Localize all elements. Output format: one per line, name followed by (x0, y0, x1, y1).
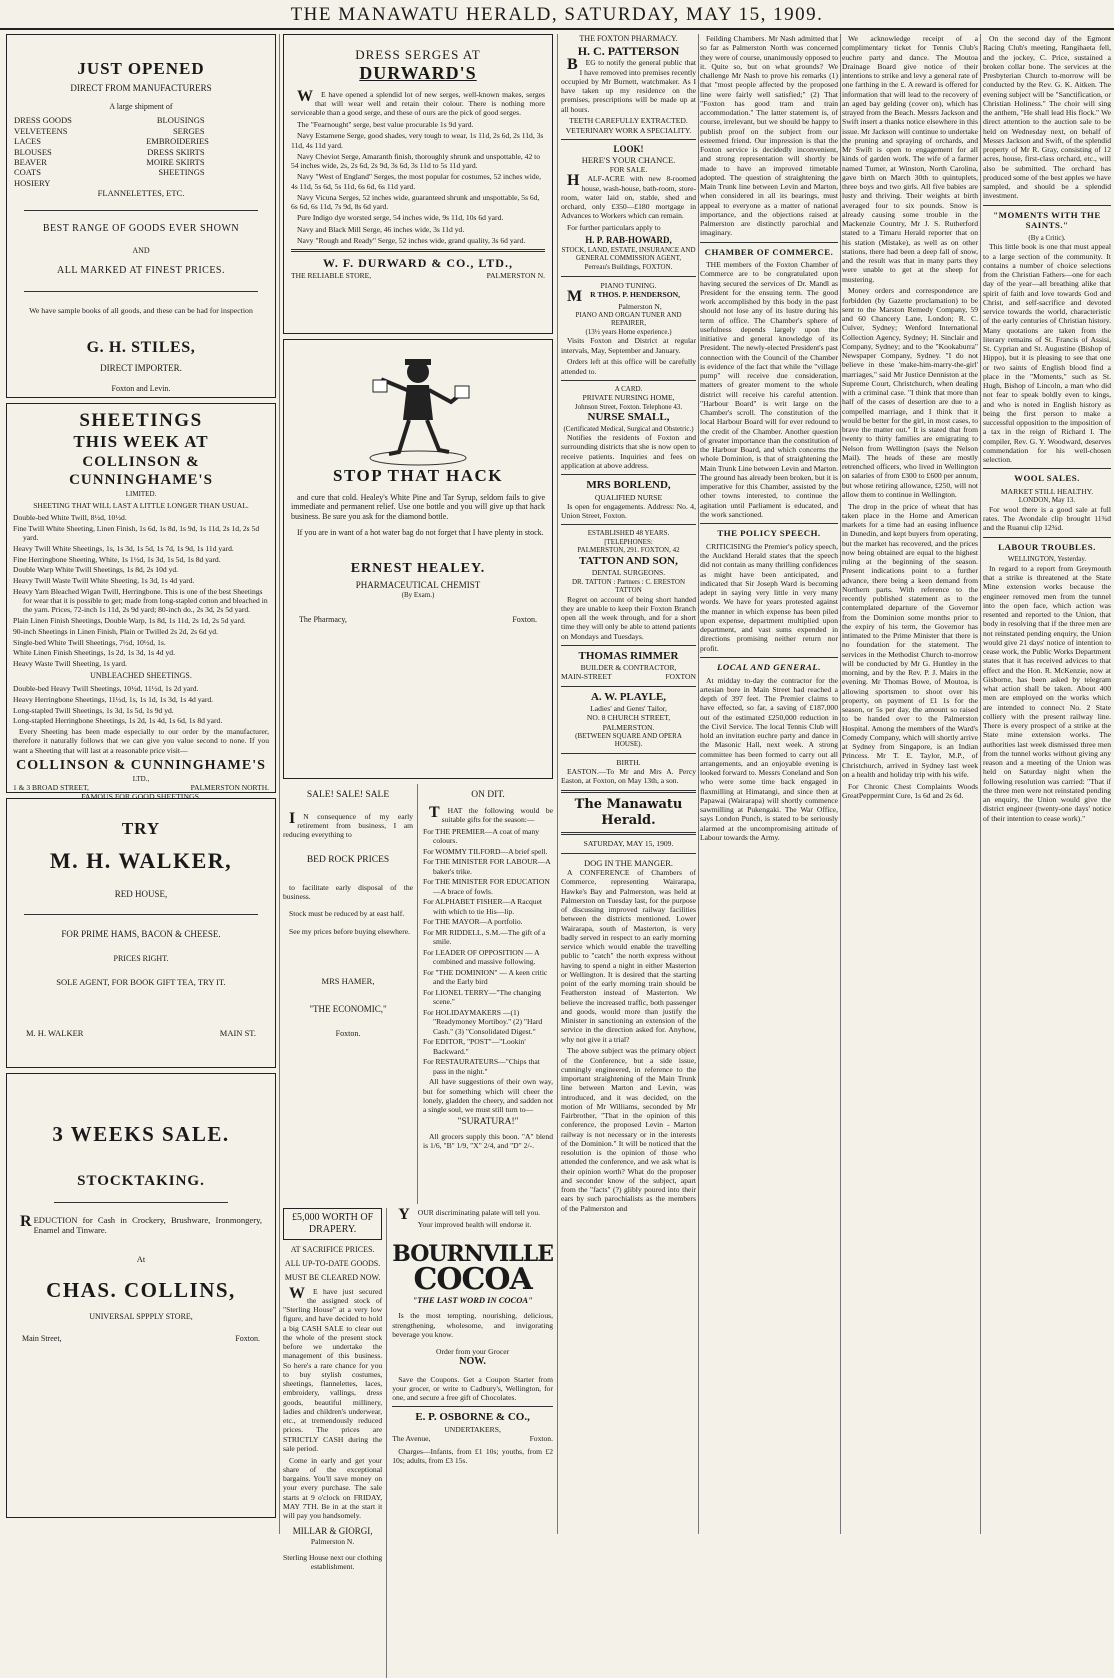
saints-by: (By a Critic). (1028, 233, 1066, 242)
gift-item: For HOLIDAYMAKERS —(1) "Readymoney Mortiboy." (2) "Hard Cash." (3) "Consolidated Digest." (423, 1008, 543, 1036)
advertiser-name: M. H. WALKER, (49, 847, 233, 873)
ad-and: AND (132, 245, 150, 255)
ad-samples: We have sample books of all goods, and these can be had for inspection (29, 306, 253, 316)
sheeting-item: 90-inch Sheetings in Linen Finish, Plain or Twilled 2s 2d, 2s 6d yd. (13, 626, 218, 636)
goods-item: HOSIERY (14, 177, 51, 188)
small-name: NURSE SMALL, (587, 411, 670, 424)
patterson-head: THE FOXTON PHARMACY. (579, 34, 678, 43)
goods-item: BLOUSES (14, 146, 52, 157)
serge-item: The "Fearnought" serge, best value procurable 1s 9d yard. (297, 120, 474, 130)
ad-slogan: FAMOUS FOR GOOD SHEETINGS. (81, 792, 201, 802)
henderson-orders: Orders left at this office will be carefully attended to. (561, 357, 696, 376)
unbleached-heading: UNBLEACHED SHEETINGS. (90, 671, 192, 681)
ad-body: WE have just secured the assigned stock of "Sterling House" at a very low figure, and have decided to hold a big CASH SALE to clear out the whole of the present stock before we undertake the management of this business. So here's a rare chance for you to buy stylish costumes, sheetings, flannelettes, laces, embroidery, vallings, dress goods, beautiful millinery, ladies and children's underwear, etc., at tremendously reduced prices. The prices are STRICTLY CASH during the sale period. (283, 1284, 383, 1453)
ad-try: TRY (121, 819, 161, 838)
advertiser-shop: "THE ECONOMIC," (309, 1004, 387, 1015)
ad-firm: COLLINSON & CUNNINGHAME'S (69, 453, 213, 489)
serge-item: Pure Indigo dye worsted serge, 54 inches wide, 9s 11d, 10s 6d yard. (297, 213, 504, 223)
howard-address: Perreau's Buildings, FOXTON. (584, 262, 673, 271)
coughing-man-icon (343, 350, 493, 468)
ad-street: Main Street, (22, 1333, 62, 1343)
gift-item: For "THE DOMINION" — A keen critic and the Early bird (423, 968, 548, 987)
col6-local: On the second day of the Egmont Racing Club's meeting, Rangihaeta fell, and the jockey, C. Price, sustained a broken collar bone. The services at the Presbyterian Church to-morrow will be conducted by the Rev. G. K. Aitken. The evening subject will be "Sanctification, or Christian Holiness." The choir will sing the anthem, "He shall lead His flock." We direct attention to the auction sale to be held on Wednesday next, on behalf of Messrs Jackson and Swift, of the splendid property of Mr R. Gray, consisting of 12 acres, house, first-class orchard, etc., will also be submitted. The orchard has produced some of the best apples we have sampled, and should be a splendid investment. (983, 34, 1111, 201)
sheeting-item: Long-stapled Herringbone Sheetings, 1s 2d, 1s 4d, 1s 6d, 1s 8d yard. (13, 716, 223, 726)
tatton-body: Regret on account of being short handed they are unable to keep their Foxton Branch open all the week through, and for a short time they will only be able to attend patients on Mondays and Tuesdays. (561, 594, 696, 641)
column-6 (983, 34, 1111, 1534)
ad-marked: ALL MARKED AT FINEST PRICES. (56, 265, 225, 277)
chamber-head: CHAMBER OF COMMERCE. (704, 246, 834, 257)
goods-item: VELVETEENS (14, 125, 68, 136)
ad-title: SALE! SALE! SALE (306, 790, 390, 800)
goods-item: DRESS GOODS (14, 115, 72, 126)
wool-body: For wool there is a good sale at full rates. The Avondale clip brought 11¾d and the Ruanui clip 12¾d. (983, 504, 1111, 533)
goods-item: DRESS SKIRTS (147, 146, 205, 157)
editorial-continued: Feilding Chambers. Mr Nash admitted that so far as Palmerston North was concerned they were of course, unanimously opposed to it. Quite so, but on what grounds? We challenge Mr Nash to prove his remarks (1) that "most people affected by the proposed line were fairly well satisfied;" (2) That "Foxton has good tram and train accommodation." The latter statement is, of course, irrelevant, but we should be happy to publish proof on the subject from our esteemed friend. Our impression is that the Foxton service is decidedly inconvenient, and strong representation will shortly be made to have an improved timetable adopted. The question of straightening the Main Trunk line between Levin and Marton, when considered in all its bearings, must appeal to everyone as a matter of national importance, and the objections raised at Palmerston are distinctly parochial and imaginary. (700, 34, 838, 238)
labour-date: WELLINGTON, Yesterday. (1007, 555, 1087, 564)
sheeting-item: Single-bed White Twill Sheetings, 7½d, 10½d, 1s. (13, 637, 166, 647)
ad-subtitle: STOCKTAKING. (77, 1172, 205, 1189)
henderson-name: MR THOS. P. HENDERSON, (567, 287, 680, 305)
gift-item: For THE PREMIER—A coat of many colours. (423, 826, 540, 845)
policy-body: CRITICISING the Premier's policy speech, the Auckland Herald states that the speech did not contain as many thrilling confidences as might have been anticipated, and indicated that Sir Joseph Ward is becoming adept in saying very little in very many words. We have for years protested against the manner in which expense has been piled upon expense, department multiplied upon department, and vast sums expended in directions promising neither return nor profit. (700, 541, 838, 653)
serge-item: Navy "Rough and Ready" Serge, 52 inches wide, grand quality, 3s 6d yard. (297, 235, 526, 245)
ad-see: See my prices before buying elsewhere. (289, 926, 411, 936)
sheeting-item: Double-bed White Twill, 8½d, 10½d. (13, 513, 127, 523)
playle-role: Ladies' and Gents' Tailor, (590, 704, 667, 714)
gift-list (423, 827, 553, 1076)
gift-item: For WOMMY TILFORD—A brief spell. (423, 846, 548, 856)
serge-item: Navy and Black Mill Serge, 46 inches wide, 3s 11d yd. (297, 224, 465, 234)
ad-title-2: THIS WEEK AT (73, 432, 209, 452)
ad-bournville (392, 1208, 553, 1678)
playle-name: A. W. PLAYLE, (590, 690, 667, 703)
wool-head: WOOL SALES. (1014, 473, 1080, 484)
ad-town: PALMERSTON N. (486, 270, 545, 280)
cocoa-logo: COCOA (413, 1262, 532, 1297)
patterson-teeth: TEETH CAREFULLY EXTRACTED. (569, 116, 688, 126)
howard-name: H. P. RAB-HOWARD, (585, 234, 672, 245)
policy-head: THE POLICY SPEECH. (717, 528, 821, 539)
ad-town: Palmerston N. (310, 1537, 355, 1547)
ad-line-2: ALL UP-TO-DATE GOODS. (284, 1259, 381, 1269)
ad-now: NOW. (459, 1356, 486, 1368)
ad-intro: SHEETING THAT WILL LAST A LITTLE LONGER THAN USUAL. (33, 501, 249, 511)
local-body: At midday to-day the contractor for the artesian bore in Main Street had reached a depth of 397 feet. The Premier claims to have effected, so far, a saving of £187,000 out of the estimated £250,000 reduction in the Civil Service. The local Tennis Club will hold an invitation euchre party and dance in the Masonic Hall, next week. A strong committee has been formed to carry out all arrangements, and an enjoyable evening is looked forward to. Messrs Coneland and Son who were some time back engaged in flaxmilling at Himatangi, and since then at Papawai (Wairarapa) will shortly commence sawmilling at Pukengaki. The War Office, says London Punch, is stated to be seriously alarmed at the uncompromising attitude of Labour towards the Army. (700, 675, 838, 842)
column-4 (700, 34, 838, 1534)
column-5 (842, 34, 978, 1534)
ad-body-2: Come in early and get your share of the exceptional bargains. You'll save money on your every purchase. The sale starts at 9 o'clock on FRIDAY, MAY 7TH. Be in at the start it will pay you handsomely. (283, 1455, 383, 1521)
advertiser-name: CHAS. COLLINS, (46, 1278, 236, 1303)
row-drapery-cocoa (283, 1208, 553, 1678)
advertiser-role: DIRECT IMPORTER. (100, 363, 182, 374)
sheeting-item: Heavy Twill White Sheetings, 1s, 1s 3d, 1s 5d, 1s 7d, 1s 9d, 1s 11d yard. (13, 543, 234, 553)
gift-item: For ALPHABET FISHER—A Racquet with which to tie His—lip. (423, 897, 543, 916)
labour-body: In regard to a report from Greymouth that a strike is threatened at the State Mine extension works because the engineer removed men from the tunnel into the open face, which action was resented and reported to the Union, that body in resolving that if the three men are not reinstated pending enquiry, the Union would give 21 days' notice of intention to cease work, the Public Works Department states that it has received advices to that effect and the Hon. R. McKenzie, now at Gisborne, has been asked by telegram what action shall be taken. About 400 men are employed on the works which are intended to connect No. 2 State colliery with the present railway line. There is every prospect of a strike at the State mine extension works. The authorities last week dismissed three men from the tunnel works without giving any reason and a meeting of the Union was held on Saturday night when the following resolution was carried: "That if the three men were not reinstated pending an enquiry, the Union would give the district engineer (twenty-one days' notice of their intention to cease work)." (983, 563, 1111, 823)
column-1 (6, 34, 276, 1534)
goods-item: BLOUSINGS (156, 115, 205, 126)
henderson-role: PIANO AND ORGAN TUNER AND REPAIRER, (575, 310, 682, 328)
ad-order: Order from your Grocer (436, 1347, 510, 1357)
advertiser-name: MILLAR & GIORGI, (292, 1526, 373, 1537)
rimmer-street: MAIN-STREET (561, 672, 612, 682)
ad-signature: M. H. WALKER (26, 1027, 84, 1038)
ad-body-2: to facilitate early disposal of the business. (283, 882, 413, 902)
local-continued-2: Money orders and correspondence are forbidden (by Gazette proclamation) to be sent to the Marston Remedy Company, 59 and 60 Chancery Lane, London; R. C. Culver, Sydney; Wenford International Collection Agency, Sydney; H. Sinclair and Company, Sydney; and to the "Kookaburra" Newspaper Company, Sydney. "I do not believe in these 'make-him-marry-the-girl' marriages," said Mr Justice Denniston at the Supreme Court, Christchurch, when dealing with a criminal case. "I think that more than half of the cases of desertion are due to a compelled marriage, and I think that it would be better for the girl, in most cases, to brave the matter out." It is stated that from twenty to thirty families are emigrating to Nelson from Wellington (says the Nelson Mail). The heads of these are mostly retrenched officers, who lived in Wellington on salaries of from £300 to £600 per annum, but whose retiring allowance, £250, will not allow them to continue in Wellington. (842, 286, 978, 499)
osborne-town: Foxton. (529, 1433, 553, 1443)
ad-ltd: LIMITED. (125, 489, 157, 498)
rimmer-role: BUILDER & CONTRACTOR, (580, 663, 677, 673)
column-rule (840, 34, 841, 1534)
ad-end: Sterling House next our clothing establishment. (283, 1552, 383, 1571)
sheeting-item: Heavy Waste Twill Sheeting, 1s yard. (13, 659, 127, 669)
local-continued: We acknowledge receipt of a complimentary ticket for Tennis Club's euchre party and dance. The Moutoa Drainage Board give notice of their intentions to strike and levy a general rate of one farthing in the £. A reward is offered for information that will lead to the recovery of an aged bay gelding (cover on), which has strayed from the Beach. Messrs Jackson and Swift insert a thanks notice elsewhere in this issue. Mr Jackson will continue to undertake the pruning and spraying of orchards, and Mr Swift is open to engagement for all kinds of garden work. The wife of a farmer named Turner, at Winston, North Carolina, gave birth on March 30th to quintuplets, three boys and two girls. All five babies are lusty and thriving. Their weights at birth averaged four to six pounds. Snow is already causing some trouble in the Mackenzie Country, Mr J. S. Rutherford stated to a Timaru Herald reporter that on his station (Mistake), as well as on other stations, there had been a deep fall of snow, and the result was that in many parts they were unable to get at the sheep for mustering. (842, 34, 978, 284)
bournville-logo: BOURNVILLE (392, 1241, 553, 1267)
ad-intro-2: Your improved health will endorse it. (417, 1219, 532, 1229)
ad-healey (283, 339, 553, 779)
goods-item: MOIRE SKIRTS (146, 156, 205, 167)
borlend-body: Is open for engagements. Address: No. 4, Union Street, Foxton. (561, 501, 696, 521)
goods-list (14, 115, 268, 188)
advertiser-store: UNIVERSAL SPPPLY STORE, (89, 1311, 193, 1321)
ad-coupons: Save the Coupons. Get a Coupon Starter from your grocer, or write to Cadbury's, Wellington, for one, and secure a free gift of Chocolates. (392, 1374, 553, 1403)
small-cert: (Certificated Medical, Surgical and Obstetric.) (563, 424, 694, 433)
ad-at: At (136, 1253, 146, 1264)
small-card: A CARD. (614, 384, 643, 393)
herald-date: SATURDAY, MAY 15, 1909. (583, 839, 674, 849)
tatton-name: TATTON AND SON, (579, 554, 678, 567)
ad-subtitle: DIRECT FROM MANUFACTURERS (70, 82, 212, 93)
ad-body-2: If you are in want of a hot water bag do not forget that I have plenty in stock. (297, 527, 544, 537)
ad-blend: All grocers supply this boon. "A" blend is 1/6, "B" 1/9, "X" 2/4, and "D" 2/-. (423, 1131, 553, 1151)
small-address: Johnson Street, Foxton. Telephone 43. (574, 402, 683, 411)
illustration (343, 350, 493, 460)
local-head: LOCAL AND GENERAL. (717, 661, 821, 672)
editorial-head: DOG IN THE MANGER. (583, 857, 674, 868)
small-body: Notifies the residents of Foxton and surrounding districts that she is now open to receive patients. Inquiries and fees on application at above address. (561, 433, 696, 470)
herald-title: The Manawatu Herald. (574, 796, 683, 828)
playle-address: NO. 8 CHURCH STREET, PALMERSTON. (586, 713, 671, 732)
howard-look: LOOK! (613, 143, 644, 154)
patterson-vet: VETERINARY WORK A SPECIALITY. (565, 125, 692, 135)
ad-body: and cure that cold. Healey's White Pine and Tar Syrup, seldom fails to give immediate and permanent relief. Use one bottle and you will give up that hack business. Be sure you ask for the diamond bottle. (291, 492, 545, 522)
sheeting-item: White Linen Finish Sheetings, 1s 2d, 1s 3d, 1s 4d yd. (13, 648, 175, 658)
ad-town: Foxton. (512, 615, 537, 625)
ad-durward (283, 34, 553, 334)
serge-item: Navy Estamene Serge, good shades, very tough to wear, 1s 11d, 2s 6d, 2s 11d, 3s 11d, 4s 11d yard. (291, 131, 544, 150)
serge-item: Navy Vicuna Serges, 52 inches wide, guaranteed shrunk and unspottable, 5s 6d, 6s 6d, 6s 11d, 7s 9d, 8s 6d yard. (291, 192, 540, 212)
osborne-name: E. P. OSBORNE & CO., (415, 1411, 530, 1424)
advertiser-house: RED HOUSE, (114, 888, 168, 899)
rimmer-town: FOXTON (665, 672, 696, 682)
ad-stiles (6, 34, 276, 398)
gift-item: For RESTAURATEURS—"Chips that pass in the night." (423, 1057, 540, 1076)
goods-item: SERGES (172, 125, 205, 136)
howard-body: HALF-ACRE with new 8-roomed house, wash-house, bath-room, store-room, water laid on, stable, shed and orchard, only £350—£180 mortgage in Advances to Workers which can remain. (561, 172, 696, 221)
patterson-body: BEG to notify the general public that I have removed into premises recently occupied by Mr Burnett, watchmaker. As I have taken up my residence on the premises, prescriptions will be made up at all hours. (561, 56, 696, 114)
ad-place: The Pharmacy, (299, 615, 347, 625)
serge-item: Navy Cheviot Serge, Amaranth finish, thoroughly shrunk and unspottable, 42 to 54 inches wide, 2s, 2s 6d, 2s 9d, 3s 6d, 3s 11d to 5s 11d yard. (291, 151, 541, 171)
masthead: THE MANAWATU HERALD, SATURDAY, MAY 15, 1909. (0, 0, 1114, 30)
column-rule (698, 34, 699, 1534)
tatton-est: ESTABLISHED 48 YEARS. (587, 529, 670, 538)
ad-intro: WE have opened a splendid lot of new serges, well-known makes, serges that will wear well and retain their colour. There is nothing more serviceable than a good serge, and these of ours are the pick of good serges. (291, 87, 545, 118)
ad-ondit (423, 784, 553, 1204)
local-continued-3: The drop in the price of wheat that has taken place in the Home and American markets for a time had an easing influence in Dunedin, and kept buyers from operating, but the market has recovered, and the prices now being obtained are equal to the highest ruling at the beginning of the season. Present indications point to a further advance, there being a keen demand from Northern parts. With reference to the recently published statement as to the contemplated departure of the Governor from the Dominion some months prior to the expiry of his term, the Governor has intimated to the Prime Minister that there is no foundation for the statement. The services in the Methodist Church to-morrow will be conducted by Mr G. Huntley in the morning, and by the Rev. P. J. Mairs in the evening. Mr Thomas Bowe, of Moutoa, is allowing sportsmen to shoot over his property, on payment of £1 1s for the season, or 5s per day, the amount so raised to be handed over to the Palmerston Hospital. Among the members of the Ward's Comedy Company, which will shortly arrive at Sydney from Singapore, is an Indian Princess. Mr T. E. Taylor, M.P., of Christchurch, arrived in Sydney last week on a health and holiday trip with his wife. (842, 501, 978, 779)
ad-body: IN consequence of my early retirement from business, I am reducing everything to (283, 809, 413, 840)
sheeting-item: Heavy Twill Waste Twill White Sheeting, 1s 3d, 1s 4d yard. (13, 576, 195, 586)
osborne-street: The Avenue, (392, 1433, 431, 1443)
gift-item: For THE MINISTER FOR LABOUR—A baker's trike. (423, 857, 551, 876)
ad-body: Is the most tempting, nourishing, delicious, strengthening, wholesome, and invigorating beverage you know. (392, 1311, 553, 1339)
ad-prices: PRICES RIGHT. (113, 953, 169, 963)
peppermint-ad: For Chronic Chest Complaints Woods GreatPeppermint Cure, 1s 6d and 2s 6d. (842, 781, 978, 800)
rimmer-name: THOMAS RIMMER (578, 649, 679, 662)
wool-date: LONDON, May 13. (1018, 496, 1076, 505)
ad-intro: YOUR discriminating palate will tell you. (398, 1206, 541, 1223)
ad-title: JUST OPENED (77, 59, 205, 78)
birth-body: EASTON.—To Mr and Mrs A. Percy Easton, at Foxton, on May 13th, a son. (561, 767, 696, 786)
howard-sale: FOR SALE. (609, 165, 648, 175)
ad-best: BEST RANGE OF GOODS EVER SHOWN (42, 223, 240, 235)
ad-street: MAIN ST. (219, 1027, 256, 1038)
column-rule (980, 34, 981, 1534)
chamber-body: THE members of the Foxton Chamber of Commerce are to be congratulated upon having secured the services of Dr. Mandl as President for the ensuing term. The good work accomplished by this body in the past should not lose any of its lustre during his term of office. The Chamber's sphere of usefulness depends largely upon the initiative and general knowledge of its President. The newly-elected President's past connection with the Council of the Chamber is evidence of the fact that while the "village pump" will receive due consideration, matters of greater moment to the whole district will receive his careful attention. "Harbour Board" is writ large on the Chamber's scroll. The constitution of the local Harbour Board will for ever redound to the credit of the Chamber. Another question of greater importance than the constitution of the Harbour Board, and which concerns the whole Dominion, is that of straightening the Main Trunk Line between Levin and Marton. The ground has already been broken, but it is imperative for this Chamber, assisted by the other towns interested, to continue the agitation until Parliament is educated, and the work sanctioned. (700, 260, 838, 519)
column-rule (279, 34, 280, 1534)
row-hamer-ondit (283, 784, 553, 1204)
sheeting-item: Heavy Herringbone Sheetings, 11½d, 1s, 1s 1d, 1s 3d, 1s 4d yard. (13, 694, 214, 704)
ad-address: 1 & 3 BROAD STREET, (13, 783, 89, 793)
borlend-name: MRS BORLEND, (586, 479, 671, 492)
ad-stock: Stock must be reduced by at east half. (289, 909, 405, 919)
serge-item: Navy "West of England" Serges, the most popular for costumes, 52 inches wide, 4s 11d, 5s 6d, 5s 11d, 6s 6d, 6s 11d yard. (291, 172, 541, 191)
advertiser-exam: (By Exam.) (401, 590, 435, 599)
goods-item: SHEETINGS (158, 167, 205, 178)
ad-title: DRESS SERGES AT (355, 47, 481, 62)
ad-ltd-footer: LTD., (132, 774, 150, 783)
tatton-role: DENTAL SURGEONS. (591, 568, 666, 578)
gift-item: For MR RIDDELL, S.M.—The gift of a smile. (423, 928, 546, 947)
ad-slogan: "THE LAST WORD IN COCOA" (412, 1295, 533, 1305)
ad-intro: A large shipment of (109, 101, 173, 111)
ad-title: 3 WEEKS SALE. (52, 1122, 230, 1146)
drapery-head (283, 1208, 382, 1240)
ad-firm-footer: COLLINSON & CUNNINGHAME'S (16, 758, 266, 774)
sheeting-item: Heavy Yarn Bleached Wigan Twill, Herringbone. This is one of the best Sheetings for wear that it is possible to get; made from long-stapled cotton and bleached in the yarn. Prices, 72-inch 1s 11d, 2s 9d yard; 80-inch do., 2s 3d, 2s 5d yard. (13, 586, 268, 615)
advertiser-place: Foxton and Levin. (111, 384, 171, 394)
column-2 (283, 34, 553, 1571)
playle-between: (BETWEEN SQUARE AND OPERA HOUSE). (575, 731, 682, 749)
gift-item: For THE MAYOR—A portfolio. (423, 917, 523, 927)
sheeting-item: Plain Linen Finish Sheetings, Double Warp, 1s 8d, 1s 11d, 2s 1d, 2s 5d yard. (13, 616, 246, 626)
small-home: PRIVATE NURSING HOME, (582, 393, 675, 403)
goods-right (146, 115, 268, 188)
ad-agent: SOLE AGENT, FOR BOOK GIFT TEA, TRY IT. (56, 977, 226, 988)
howard-role: STOCK, LAND, ESTATE, INSURANCE AND GENERAL COMMISSION AGENT, (561, 245, 696, 263)
wool-sub: MARKET STILL HEALTHY. (1000, 487, 1094, 497)
sheeting-item: Fine Herringbone Sheeting, White, 1s 1½d, 1s 3d, 1s 5d, 1s 8d yard. (13, 554, 221, 564)
ad-title: ON DIT. (471, 790, 505, 800)
ad-body: REDUCTION for Cash in Crockery, Brushware, Ironmongery, Enamel and Tinware. (20, 1212, 262, 1236)
sheeting-item: Double-bed Heavy Twill Sheetings, 10½d, 11½d, 1s 2d yard. (13, 684, 199, 694)
ad-collins (6, 1073, 276, 1518)
ad-walker (6, 798, 276, 1068)
henderson-exp: (13½ years Home experience.) (585, 327, 672, 336)
gift-item: For LEADER OF OPPOSITION — A combined and massive following. (423, 948, 540, 967)
ad-town: Foxton. (335, 1029, 361, 1039)
goods-flannel: FLANNELETTES, ETC. (97, 187, 185, 198)
patterson-name: H. C. PATTERSON (577, 43, 680, 58)
howard-further: For further particulars apply to (567, 223, 661, 233)
ad-sheetings (6, 403, 276, 802)
editorial-p1: A CONFERENCE of Chambers of Commerce, representing Wairarapa, Hawke's Bay and Palmerston, was held at Palmerston on Tuesday last, for the purpose of discussing improved railway facilities between the districts mentioned. Lower Wairarapa, south of Masterton, is very badly served in respect to an early morning service which would enable the travelling public to "catch" the north express without having to spend a night in either Masterton or Wellington. It is desired that the starting point of the early morning train should be Featherston instead of Masterton. We believe the increased traffic, both passenger and goods, would more than justify the Minister in sanctioning an extension of the service in the direction asked for. Anyhow, why not give it a trial? (561, 868, 696, 1044)
ad-title: SHEETINGS (79, 410, 203, 431)
column-rule (557, 34, 558, 1534)
ad-line: FOR PRIME HAMS, BACON & CHEESE. (61, 928, 221, 939)
tatton-tel: [TELEPHONES: (604, 537, 653, 546)
editorial-p2: The above subject was the primary object of the Conference, but a side issue, cunningly engineered, in reference to the important straightening of the Main Trunk line between Marton and Levin, was introduced, and it was decided, on the motion of Mr Williams, seconded by Mr Fairbrother, "That in the opinion of this conference, the proposed Levin - Marton railway is not necessary or in the interests of the Dominion." It will be noticed that the resolution is the opinion of those who attended the conference, and we ask what is their opinion worth? What do the proposer and seconder know of the subject, apart from the "facts" (?) glibly poured into their ears by such parochialists as the members of the Palmerston and (561, 1046, 696, 1213)
tatton-tel2: PALMERSTON, 291. FOXTON, 42 (577, 546, 680, 555)
sheeting-item: Long-stapled Twill Sheetings, 1s 3d, 1s 5d, 1s 9d yd. (13, 705, 174, 715)
sheeting-list (13, 513, 269, 668)
ad-town: PALMERSTON NORTH. (190, 783, 269, 793)
goods-item: BEAVER COATS (14, 156, 47, 178)
ad-firm-title: DURWARD'S (359, 62, 477, 83)
advertiser-name: ERNEST HEALEY. (350, 560, 486, 576)
advertiser-name: MRS HAMER, (321, 975, 375, 986)
borlend-role: QUALIFIED NURSE (594, 492, 663, 502)
ad-note: Every Sheeting has been made especially to our order by the manufacturer, therefore it naturally follows that we can give you value second to none. If you want a Sheeting that will last at a reasonable price visit— (13, 727, 269, 755)
saints-body: This little book is one that must appeal to a large section of the community. It contains a number of choice selections from the Christian Fathers—one for each day of the year—all breathing alike that spirit of faith and love towards God and Christ, and self-sacrifice and devoted service towards the world, characteristic of the early centuries of Christian history. Many quotations are taken from the literary remains of St. Francis of Assisi, St. Cyprian and St. Augustine (Bishop of Hippo), but it is pleasing to see that one or two saints of English blood find a place in the "Moments," such as St. Hugh, Bishop of Lincoln, a man who did not fear to speak boldly even to kings, and who is noted in English history as being the first person to make a successful opposition to the imposition of a tax in the reign of Richard I. The compiler, Rev. G. Y. Woodward, deserves commendation for his well-chosen selection. (983, 242, 1111, 465)
gift-item: For THE MINISTER FOR EDUCATION—A brace of fowls. (423, 877, 550, 896)
advertiser-name: G. H. STILES, (86, 338, 196, 356)
goods-item: LACES (14, 136, 41, 147)
sheeting-item: Fine Twill White Sheeting, Linen Finish, 1s 6d, 1s 8d, 1s 9d, 1s 11d, 2s 1d, 2s 5d yard. (13, 523, 260, 543)
osborne-role: UNDERTAKERS, (444, 1424, 501, 1434)
advertiser-role: PHARMACEUTICAL CHEMIST (355, 579, 481, 590)
gift-item: For LIONEL TERRY—"The changing scene." (423, 988, 542, 1007)
henderson-head: PIANO TUNING. (600, 280, 657, 290)
goods-left (14, 115, 136, 188)
ad-title: £5,000 WORTH OF DRAPERY. (292, 1212, 374, 1236)
ad-hamer (283, 784, 418, 1204)
howard-chance: HERE'S YOUR CHANCE. (581, 154, 676, 165)
birth-head: BIRTH. (616, 757, 641, 767)
ad-town: Foxton. (235, 1333, 260, 1343)
column-3 (561, 34, 696, 1534)
sheeting-item: Double Warp White Twill Sheetings, 1s 8d, 2s 10d yd. (13, 565, 179, 575)
tatton-partners: DR. TATTON : Partners : C. ERESTON TATTON (572, 577, 685, 595)
unbleached-list (13, 684, 269, 726)
goods-item: EMBROIDERIES (146, 136, 209, 147)
henderson-body: Visits Foxton and District at regular intervals, May, September and January. (561, 336, 696, 355)
ad-line-3: MUST BE CLEARED NOW. (284, 1272, 381, 1282)
ad-title: STOP THAT HACK (333, 466, 503, 485)
ad-highlight: BED ROCK PRICES (306, 855, 390, 866)
ad-intro: THAT the following would be suitable gifts for the season:— (429, 803, 553, 824)
ad-line-1: AT SACRIFICE PRICES. (290, 1245, 375, 1255)
advertiser-name: W. F. DURWARD & CO., LTD., (323, 256, 513, 271)
ad-tail: All have suggestions of their own way, but for something which will cheer the lonely, gladden the cheery, and sadden not a single soul, we must still turn to— (423, 1077, 553, 1115)
saints-head: "MOMENTS WITH THE SAINTS." (993, 209, 1101, 231)
henderson-town: Palmerston N, (618, 301, 662, 311)
ad-brand: "SURATURA!" (457, 1117, 519, 1128)
labour-head: LABOUR TROUBLES. (998, 541, 1096, 552)
serge-list (291, 120, 545, 245)
osborne-charges: Charges—Infants, from £1 10s; youths, from £2 10s; adults, from £3 15s. (392, 1447, 553, 1466)
ad-drapery (283, 1208, 387, 1678)
advertiser-store: THE RELIABLE STORE, (291, 270, 372, 280)
gift-item: For EDITOR, "POST"—"Lookin' Backward." (423, 1037, 526, 1056)
